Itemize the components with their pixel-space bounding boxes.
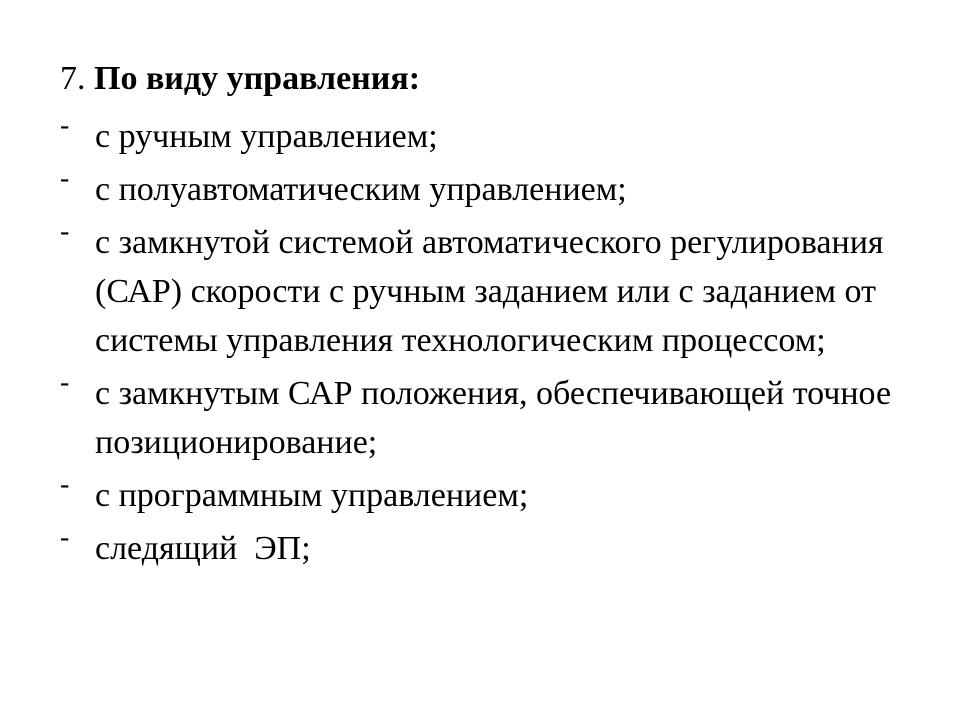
list-item-text: с программным управлением;	[95, 477, 529, 514]
bullet-dash: -	[60, 110, 70, 141]
control-type-list	[60, 112, 940, 577]
bullet-dash: -	[60, 216, 70, 247]
bullet-dash: -	[60, 522, 70, 553]
list-item-text: с замкнутой системой автоматического регулирования (САР) скорости с ручным заданием или с заданием от системы управления технологическим процессом;	[95, 224, 884, 359]
bullet-dash: -	[60, 469, 70, 500]
list-item-manual	[60, 112, 940, 161]
list-item-closed-speed-control	[60, 218, 940, 365]
bullet-dash: -	[60, 367, 70, 398]
section-title: По виду управления:	[94, 60, 421, 97]
list-item-program-control	[60, 471, 940, 520]
list-item-text: с замкнутым САР положения, обеспечивающей точное позиционирование;	[95, 375, 892, 461]
list-item-text: с полуавтоматическим управлением;	[95, 171, 627, 208]
list-item-text: с ручным управлением;	[95, 118, 438, 155]
list-item-closed-position-control	[60, 369, 940, 467]
section-heading	[60, 55, 420, 103]
list-item-text: следящий ЭП;	[95, 530, 311, 567]
section-number: 7.	[60, 60, 94, 97]
list-item-tracking-drive	[60, 524, 940, 573]
list-item-semi-automatic	[60, 165, 940, 214]
bullet-dash: -	[60, 163, 70, 194]
